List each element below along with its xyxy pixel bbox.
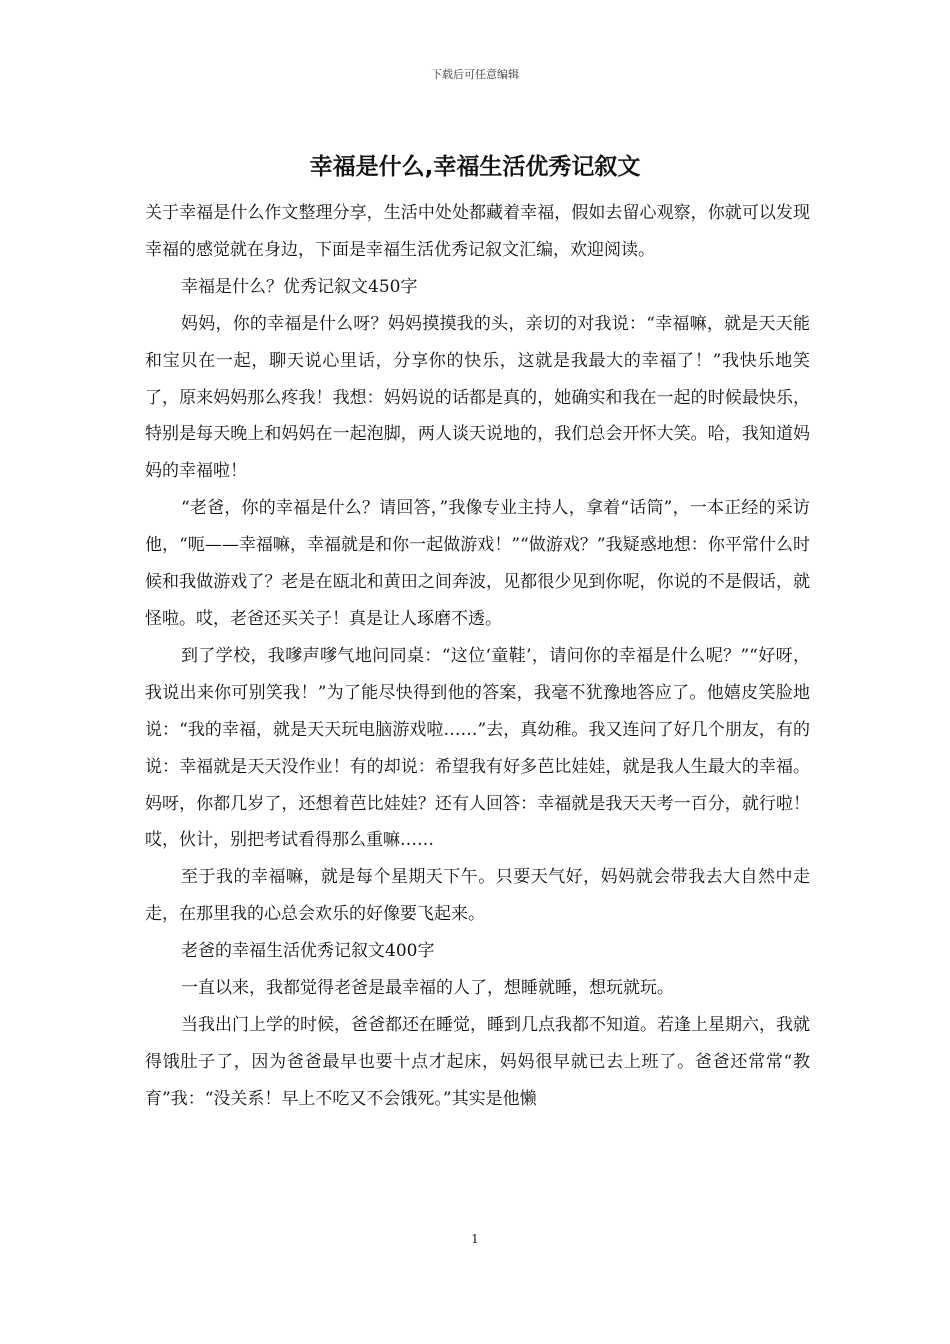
document-body	[145, 195, 810, 1118]
paragraph: 至于我的幸福嘛，就是每个星期天下午。只要天气好，妈妈就会带我去大自然中走走，在那里我的心总会欢乐的好像要飞起来。	[145, 867, 810, 925]
page-number: 1	[471, 1232, 479, 1246]
document-title: 幸福是什么,幸福生活优秀记叙文	[309, 154, 641, 180]
paragraph: 当我出门上学的时候，爸爸都还在睡觉，睡到几点我都不知道。若逢上星期六，我就得饿肚子了，因为爸爸最早也要十点才起床，妈妈很早就已去上班了。爸爸还常常“教育”我：“没关系！早上不吃又不会饿死。”其实是他懒	[145, 1014, 810, 1109]
section-heading: 老爸的幸福生活优秀记叙文400字	[181, 941, 435, 962]
section-heading: 幸福是什么？优秀记叙文450字	[181, 276, 418, 297]
paragraph-intro: 关于幸福是什么作文整理分享，生活中处处都藏着幸福，假如去留心观察，你就可以发现幸福的感觉就在身边，下面是幸福生活优秀记叙文汇编，欢迎阅读。	[145, 203, 810, 260]
page-header: 下载后可任意编辑	[431, 68, 519, 81]
paragraph: 妈妈，你的幸福是什么呀？妈妈摸摸我的头，亲切的对我说：“幸福嘛，就是天天能和宝贝在一起，聊天说心里话，分享你的快乐，这就是我最大的幸福了！”我快乐地笑了，原来妈妈那么疼我！我想：妈妈说的话都是真的，她确实和我在一起的时候最快乐，特别是每天晚上和妈妈在一起泡脚，两人谈天说地的，我们总会开怀大笑。哈，我知道妈妈的幸福啦！	[145, 313, 810, 482]
paragraph: “老爸，你的幸福是什么？请回答，”我像专业主持人，拿着“话筒”，一本正经的采访他，“呃——幸福嘛，幸福就是和你一起做游戏！”“做游戏？”我疑惑地想：你平常什么时候和我做游戏了？老是在瓯北和黄田之间奔波，见都很少见到你呢，你说的不是假话，就怪啦。哎，老爸还买关子！真是让人琢磨不透。	[145, 498, 810, 629]
paragraph: 到了学校，我嗲声嗲气地问同桌：“这位‘童鞋’，请问你的幸福是什么呢？”“好呀，我说出来你可别笑我！”为了能尽快得到他的答案，我毫不犹豫地答应了。他嬉皮笑脸地说：“我的幸福，就是天天玩电脑游戏啦……”去，真幼稚。我又连问了好几个朋友，有的说：幸福就是天天没作业！有的却说：希望我有好多芭比娃娃，就是我人生最大的幸福。妈呀，你都几岁了，还想着芭比娃娃？还有人回答：幸福就是我天天考一百分，就行啦！哎，伙计，别把考试看得那么重嘛……	[145, 645, 810, 851]
paragraph: 一直以来，我都觉得老爸是最幸福的人了，想睡就睡，想玩就玩。	[181, 978, 674, 999]
